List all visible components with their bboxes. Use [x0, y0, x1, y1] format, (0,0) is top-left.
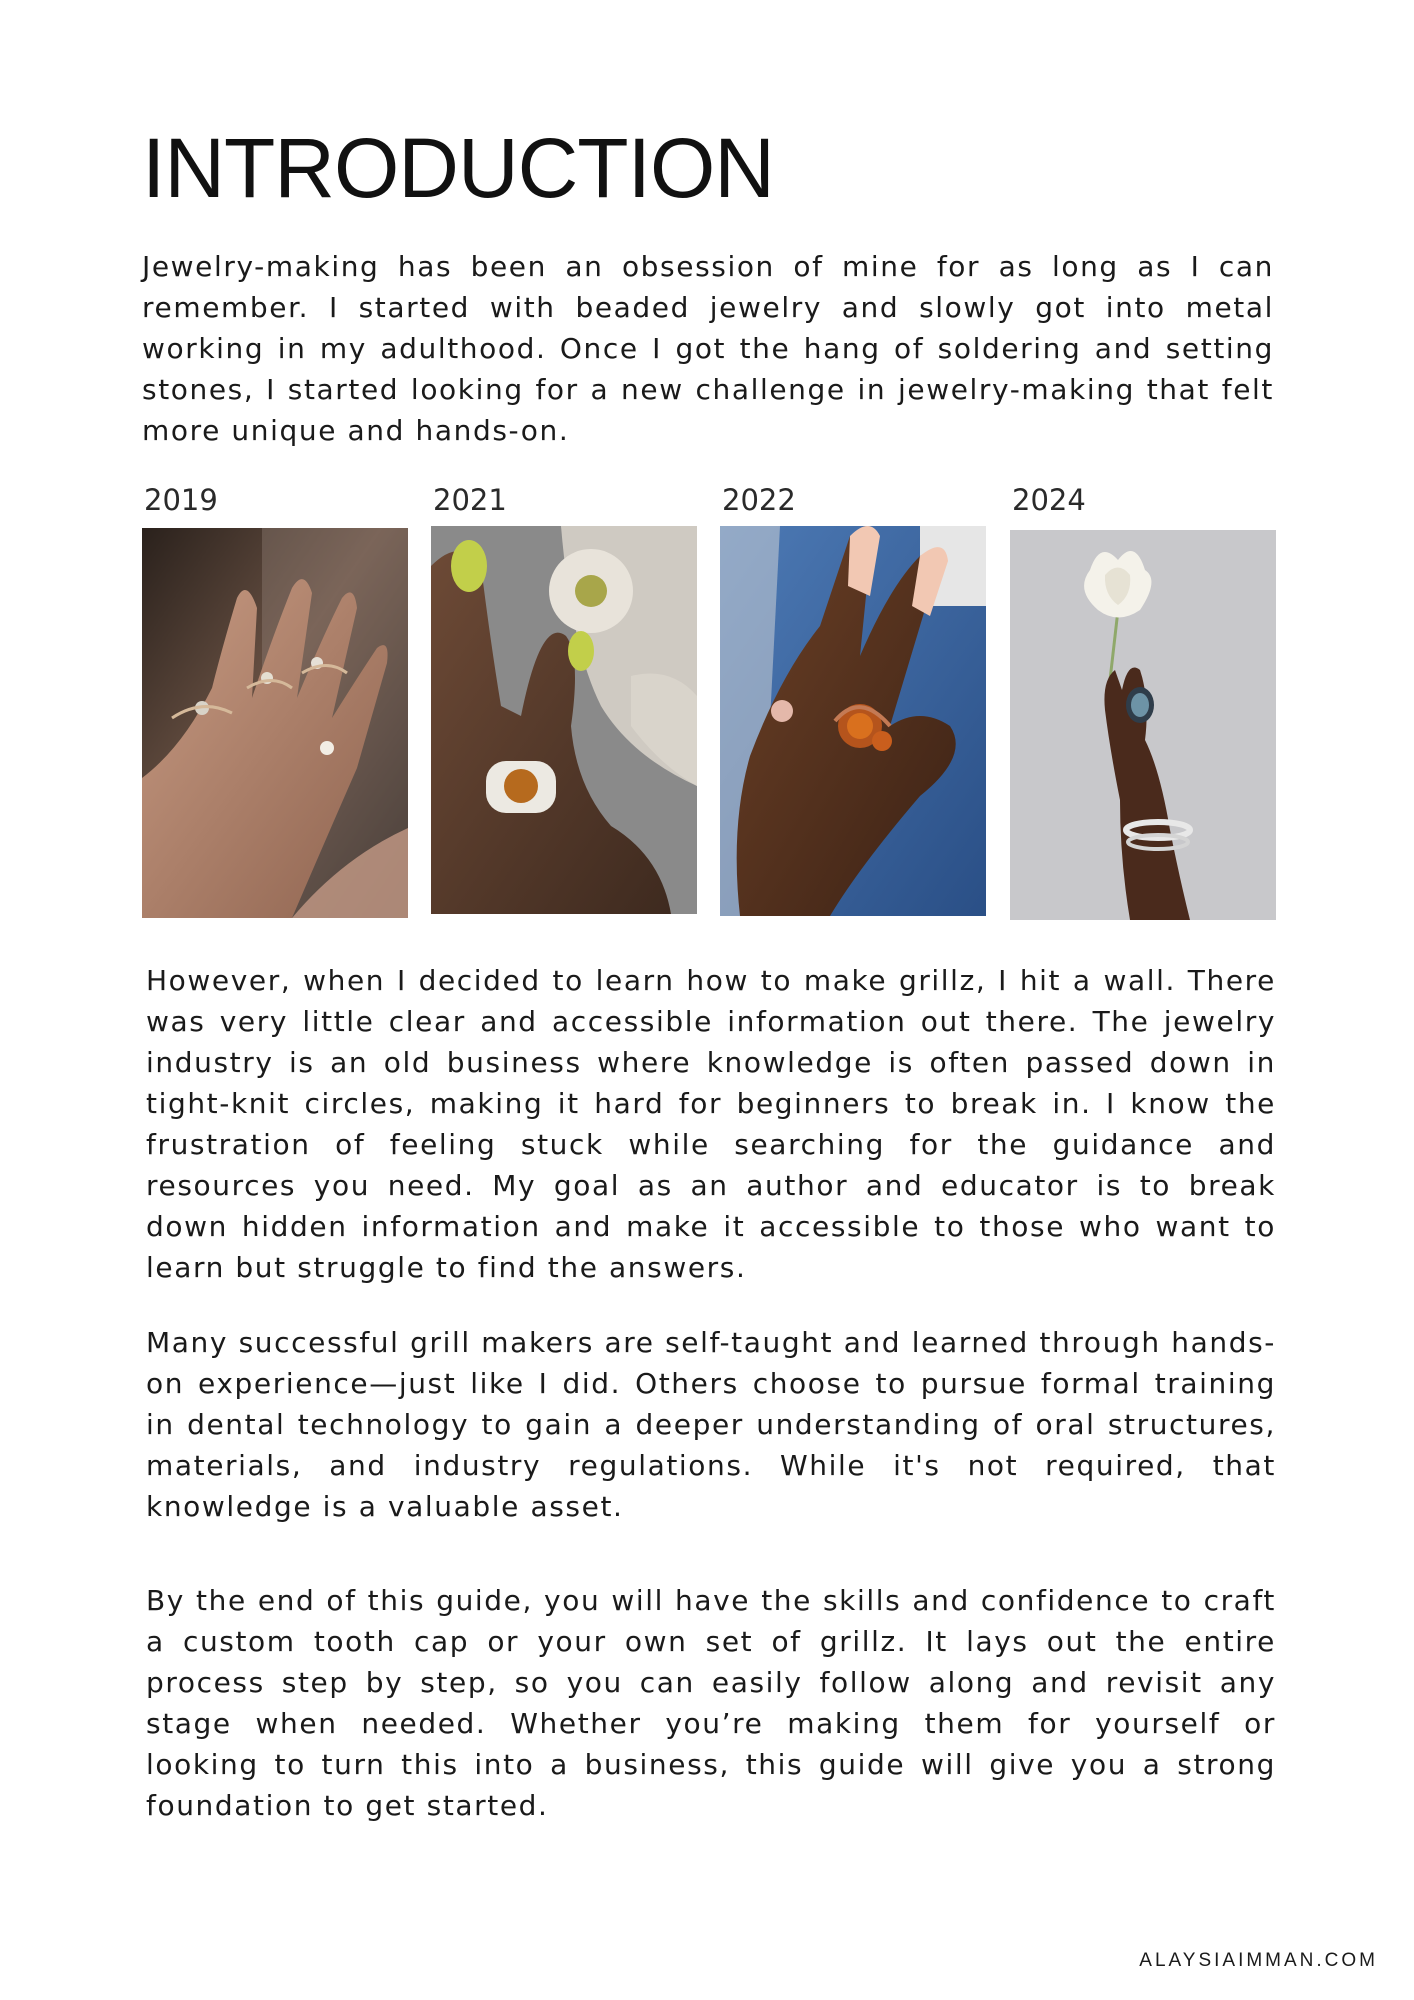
body-paragraph-3: By the end of this guide, you will have the skills and confidence to craft a custom tooth cap or your own set of grillz. It lays out the entire process step by step, so you can easily follow along and revisit any stage when needed. Whether you’re making them for yourself or looking to turn this into a business, this guide will give you a strong foundation to get started. — [146, 1584, 1276, 1822]
gallery-year-label: 2022 — [722, 483, 796, 517]
intro-paragraph: Jewelry-making has been an obsession of mine for as long as I can remember. I started with beaded jewelry and slowly got into metal working in my adulthood. Once I got the hang of soldering and setting stones, I started looking for a new challenge in jewelry-making that felt more unique and hands-on. — [142, 250, 1274, 447]
hand-rings-photo-2019 — [142, 528, 408, 918]
hand-ring-photo-2021 — [431, 526, 697, 914]
site-url-footer: ALAYSIAIMMAN.COM — [1139, 1950, 1378, 1971]
body-paragraph-1: However, when I decided to learn how to make grillz, I hit a wall. There was very little clear and accessible information out there. The jewelry industry is an old business where knowledge is often passed down in tight-knit circles, making it hard for beginners to break in. I know the frustration of feeling stuck while searching for the guidance and resources you need. My goal as an author and educator is to break down hidden information and make it accessible to those who want to learn but struggle to find the answers. — [146, 964, 1276, 1284]
hand-rings-photo-2022 — [720, 526, 986, 916]
gallery-item-2022 — [720, 480, 986, 520]
gallery-item-2021 — [431, 480, 697, 520]
body-paragraph-2: Many successful grill makers are self-taught and learned through hands-on experience—just like I did. Others choose to pursue formal training in dental technology to gain a deeper understanding of oral structures, materials, and industry regulations. While it's not required, that knowledge is a valuable asset. — [146, 1326, 1276, 1523]
gallery-item-2019 — [142, 480, 408, 520]
gallery-year-label: 2019 — [144, 483, 218, 517]
gallery-year-label: 2021 — [433, 483, 507, 517]
gallery-year-label: 2024 — [1012, 483, 1086, 517]
page-title: INTRODUCTION — [142, 121, 774, 215]
gallery-item-2024 — [1010, 480, 1276, 520]
hand-ring-flower-photo-2024 — [1010, 530, 1276, 920]
